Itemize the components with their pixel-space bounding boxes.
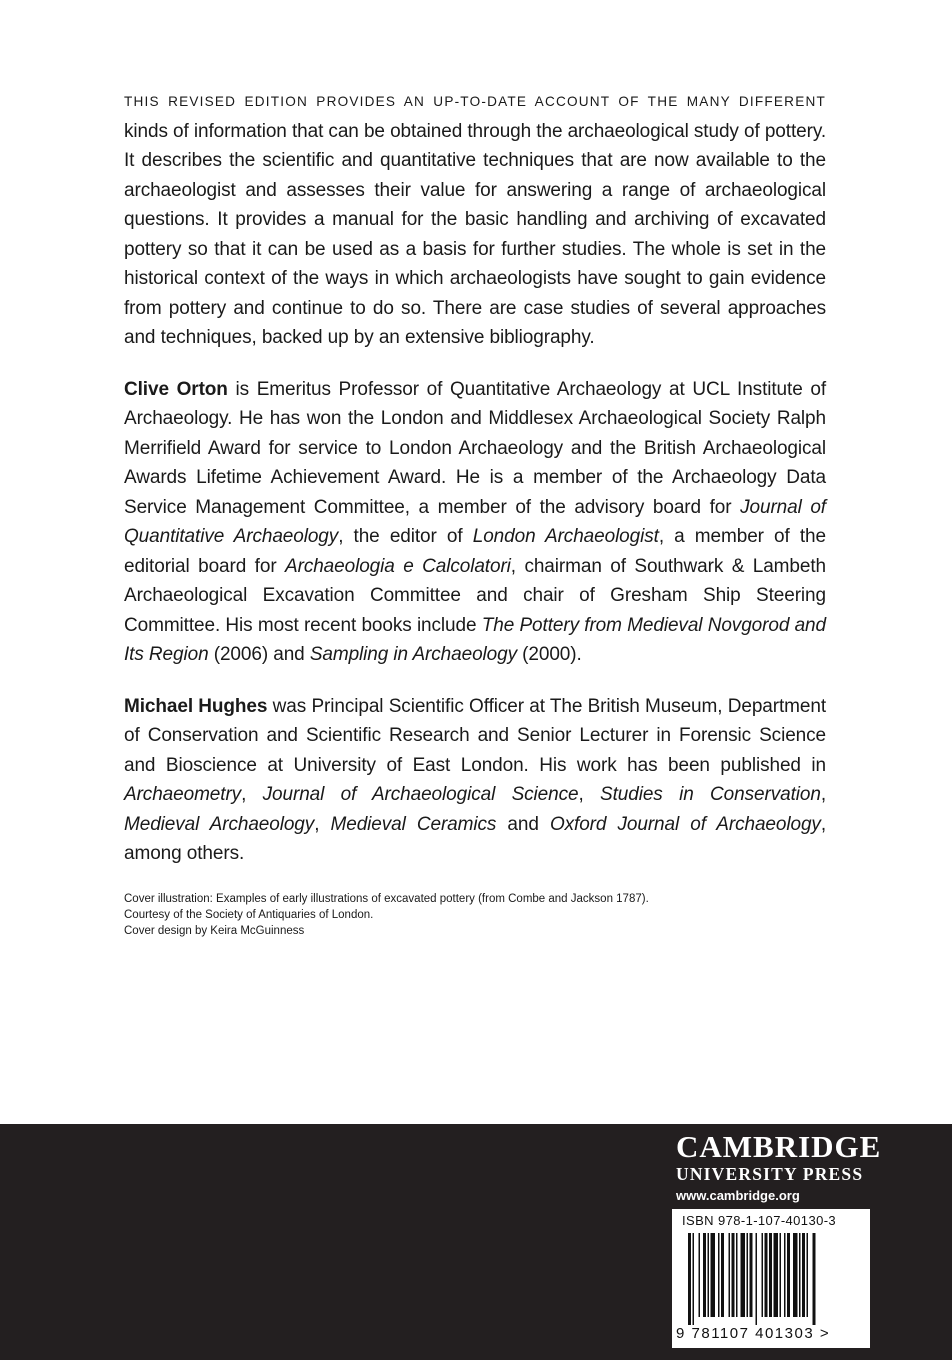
courtesy-credit: Courtesy of the Society of Antiquaries of London. xyxy=(124,908,374,921)
blurb-paragraph xyxy=(124,86,826,353)
barcode-bar xyxy=(787,1233,790,1317)
bio-text: , the editor of xyxy=(338,526,473,547)
journal-title: Journal of Quantitative Archaeology xyxy=(124,496,826,547)
publisher-subtitle: UNIVERSITY PRESS xyxy=(676,1164,864,1184)
barcode-icon xyxy=(676,1233,866,1325)
book-title: The Pottery from Medieval Novgorod and Its Region xyxy=(124,614,826,665)
bio-text: (2006) and xyxy=(208,644,310,665)
bio-text: , xyxy=(314,813,331,835)
barcode-bar xyxy=(765,1233,768,1317)
author-name: Michael Hughes xyxy=(124,695,268,717)
blurb-lead: THIS REVISED EDITION PROVIDES AN UP-TO-DATE ACCOUNT OF THE MANY DIFFERENT xyxy=(124,94,826,109)
barcode-bar xyxy=(799,1233,801,1317)
publisher-name: CAMBRIDGE xyxy=(676,1129,882,1164)
barcode-bar xyxy=(747,1233,749,1317)
barcode-bar xyxy=(699,1233,701,1317)
barcode-bar xyxy=(813,1233,816,1325)
bio-text: , chairman of Southwark & Lambeth Archaeological Excavation Committee and chair of Gresham Ship Steering Committee. His most recent books include xyxy=(124,555,826,636)
barcode-bar xyxy=(703,1233,706,1317)
barcode-bar xyxy=(762,1233,764,1317)
barcode-bar xyxy=(750,1233,753,1317)
journal-title: London Archaeologist xyxy=(472,526,659,547)
barcode-bar xyxy=(756,1233,758,1325)
barcode-bar xyxy=(741,1233,746,1317)
publisher-url: www.cambridge.org xyxy=(676,1188,800,1203)
barcode-bar xyxy=(793,1233,798,1317)
bio-text: , xyxy=(578,784,601,805)
cover-credits xyxy=(124,891,826,939)
barcode-bar xyxy=(807,1233,809,1317)
barcode-bar xyxy=(784,1233,786,1317)
author-name: Clive Orton xyxy=(124,378,228,400)
barcode-bar xyxy=(718,1233,720,1317)
barcode-bar xyxy=(780,1233,782,1317)
bio-text: and xyxy=(496,813,550,835)
journal-title: Journal of Archaeological Science xyxy=(262,784,579,805)
bio-text: (2000). xyxy=(517,644,582,665)
journal-title: Studies in Conservation xyxy=(600,784,821,805)
barcode-bar xyxy=(736,1233,738,1317)
author-bio-orton xyxy=(124,375,826,670)
bio-text: , a member of the editorial board for xyxy=(124,526,826,577)
isbn-label: ISBN 978-1-107-40130-3 xyxy=(682,1213,837,1228)
blurb-text: kinds of information that can be obtained through the archaeological study of pottery. It describes the scientific and quantitative techniques that are now available to the archaeologist and assesses their value for answering a range of archaeological questions. It provides a manual for the basic handling and archiving of excavated pottery so that it can be used as a basis for further studies. The whole is set in the historical context of the ways in which archaeologists have sought to gain evidence from pottery and continue to do so. There are case studies of several approaches and techniques, backed up by an extensive bibliography. xyxy=(124,120,826,348)
bio-text: is Emeritus Professor of Quantitative Archaeology at UCL Institute of Archaeology. He has won the London and Middlesex Archaeological Society Ralph Merrifield Award for service to London Archaeology and the British Archaeological Awards Lifetime Achievement Award. He is a member of the Archaeology Data Service Management Committee, a member of the advisory board for xyxy=(124,378,826,518)
barcode-bar xyxy=(693,1233,695,1325)
barcode-bar xyxy=(721,1233,724,1317)
barcode-bar xyxy=(688,1233,691,1325)
bio-text: , xyxy=(820,784,826,805)
barcode-bar xyxy=(729,1233,731,1317)
design-credit: Cover design by Keira McGuinness xyxy=(124,924,305,937)
journal-title: Oxford Journal of Archaeology xyxy=(549,813,821,835)
barcode-bar xyxy=(708,1233,710,1317)
publisher-logo xyxy=(676,1129,882,1203)
book-title: Sampling in Archaeology xyxy=(309,644,517,665)
barcode-bar xyxy=(774,1233,779,1317)
barcode-number: 9 781107 401303 > xyxy=(676,1325,831,1342)
bio-text: was Principal Scientific Officer at The British Museum, Department of Conservation and Scientific Research and Senior Lecturer in Forensic Science and Bioscience at University of East London. His work has been published in xyxy=(124,695,827,776)
barcode-panel xyxy=(672,1209,870,1348)
bio-text: , xyxy=(241,784,263,805)
author-bio-hughes xyxy=(124,692,826,869)
journal-title: Archaeologia e Calcolatori xyxy=(285,555,511,577)
illustration-credit: Cover illustration: Examples of early illustrations of excavated pottery (from Combe and Jackson 1787). xyxy=(124,892,649,905)
barcode-bar xyxy=(769,1233,772,1317)
barcode-bar xyxy=(711,1233,716,1317)
barcode-bar xyxy=(802,1233,805,1317)
journal-title: Medieval Ceramics xyxy=(330,813,497,835)
journal-title: Archaeometry xyxy=(124,784,242,805)
back-cover-text xyxy=(124,86,826,939)
barcode-bar xyxy=(732,1233,735,1317)
bio-text: , among others. xyxy=(124,813,827,864)
journal-title: Medieval Archaeology xyxy=(124,813,315,835)
